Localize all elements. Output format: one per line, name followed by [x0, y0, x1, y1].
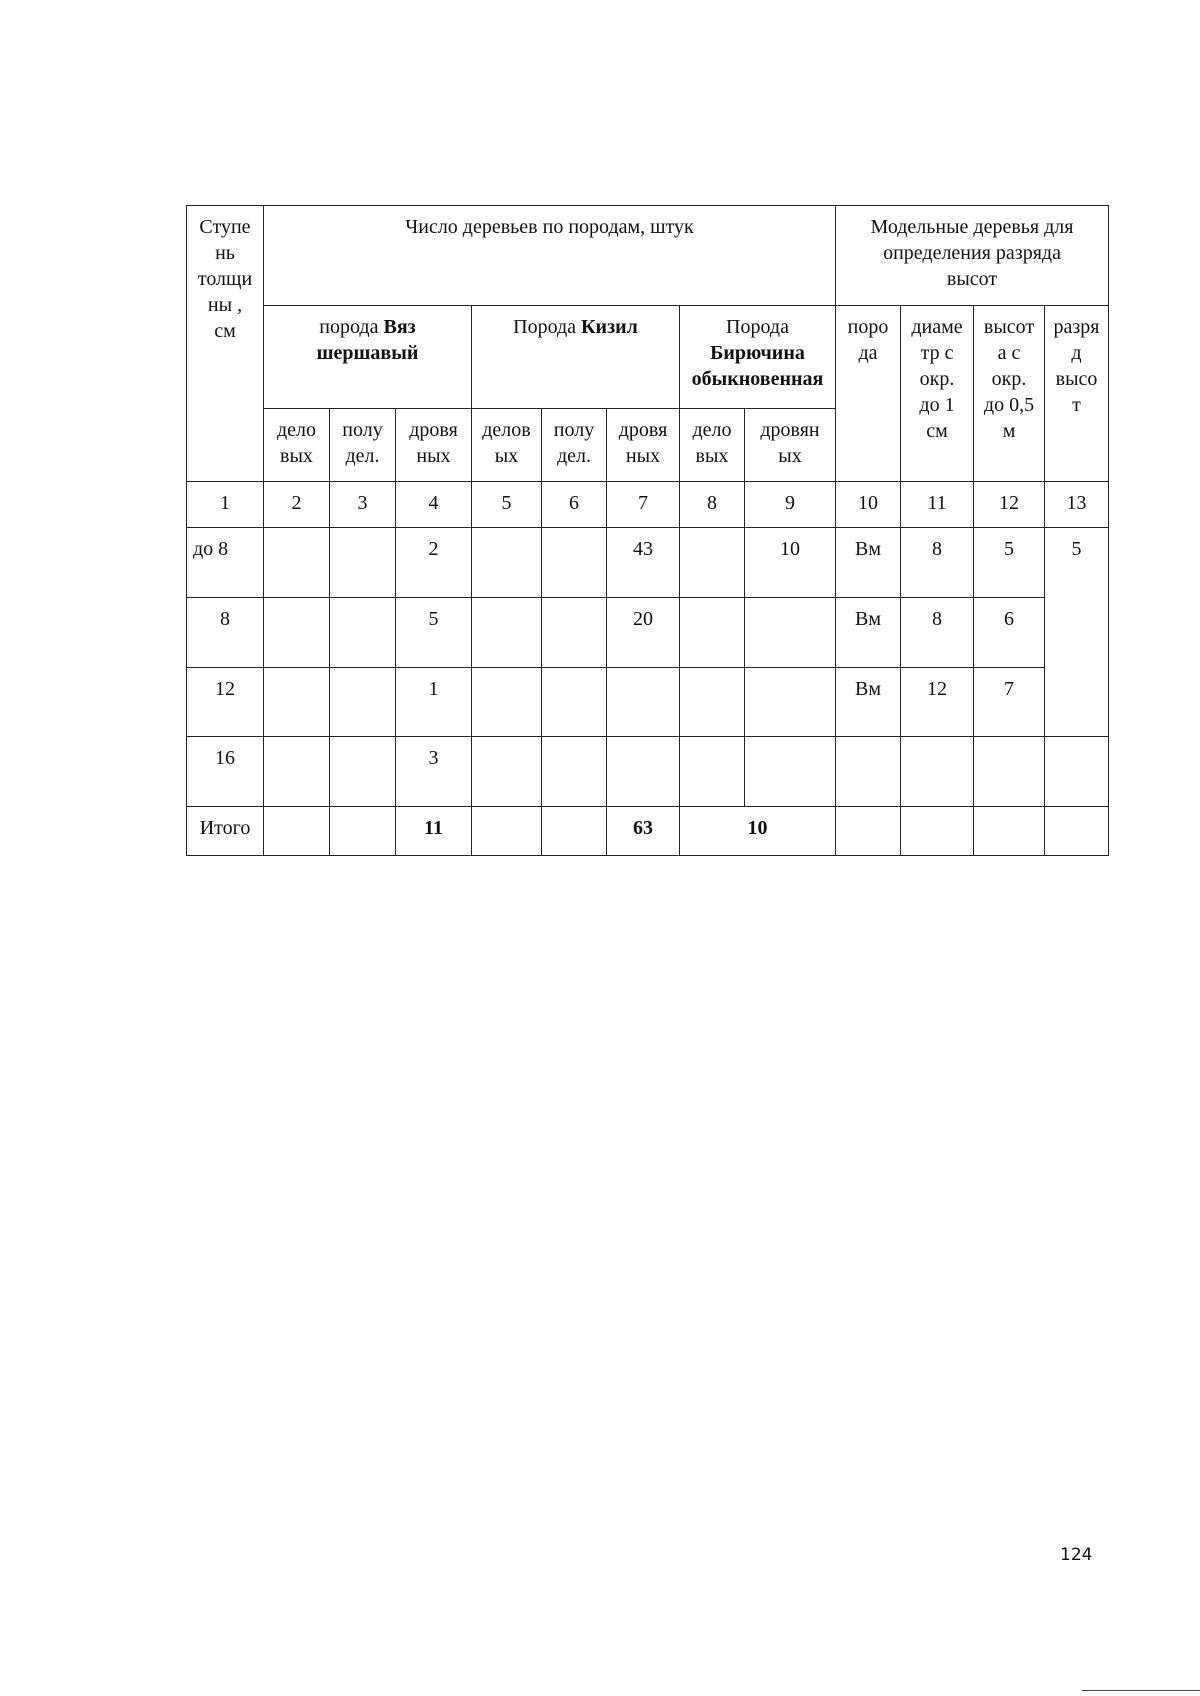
table-cell	[901, 807, 974, 856]
header-trees-count: Число деревьев по породам, штук	[405, 216, 694, 238]
table-cell	[330, 528, 396, 598]
table-cell: Вм	[836, 528, 901, 598]
table-cell: 8	[901, 528, 974, 598]
corner-divider	[1082, 1690, 1200, 1691]
table-cell	[1045, 807, 1109, 856]
header-model-height-cell	[974, 306, 1045, 482]
table-cell	[472, 528, 542, 598]
table-cell	[542, 598, 607, 668]
table-cell: Вм	[836, 668, 901, 737]
stage-cell: до 8	[187, 528, 264, 598]
header-species2-name: Кизил	[581, 316, 638, 338]
table-cell	[472, 598, 542, 668]
header-sub1-business: дело вых	[276, 419, 317, 467]
total-value: 10	[747, 817, 768, 839]
table-cell	[680, 737, 745, 807]
page-number: 124	[1060, 1545, 1093, 1565]
table-cell	[472, 807, 542, 856]
header-model-species-cell	[836, 306, 901, 482]
header-sub-cell	[542, 409, 607, 482]
total-value: 11	[424, 817, 443, 839]
header-sub2-fire: дровя ных	[618, 419, 668, 467]
table-cell	[836, 737, 901, 807]
header-sub-cell	[745, 409, 836, 482]
table-cell: 20	[607, 598, 680, 668]
table-cell	[472, 737, 542, 807]
column-number: 6	[542, 482, 607, 528]
header-row-species	[187, 306, 1109, 409]
header-sub-cell	[264, 409, 330, 482]
table-cell	[542, 737, 607, 807]
column-number: 8	[680, 482, 745, 528]
table-row	[187, 598, 1109, 668]
column-number: 10	[836, 482, 901, 528]
header-sub-cell	[607, 409, 680, 482]
table-row	[187, 737, 1109, 807]
table-row	[187, 668, 1109, 737]
column-number: 4	[396, 482, 472, 528]
table-cell: 8	[901, 598, 974, 668]
total-label-cell: Итого	[187, 807, 264, 856]
header-model-diameter: диаме тр с окр. до 1 см	[911, 316, 963, 442]
column-number: 7	[607, 482, 680, 528]
table-cell	[745, 737, 836, 807]
table-cell: 3	[396, 737, 472, 807]
stage-cell: 8	[187, 598, 264, 668]
header-model-species: поро да	[847, 316, 889, 364]
stage-cell: 12	[187, 668, 264, 737]
column-number: 12	[974, 482, 1045, 528]
header-model-trees: Модельные деревья для определения разряда высот	[870, 216, 1074, 290]
table-cell: 6	[974, 598, 1045, 668]
header-sub3-fire: дровян ых	[760, 419, 820, 467]
table-cell	[264, 528, 330, 598]
table-cell: 5	[974, 528, 1045, 598]
table-row	[187, 528, 1109, 598]
stage-cell: 16	[187, 737, 264, 807]
header-species3-name: Бирючина обыкновенная	[691, 342, 824, 390]
header-species1-name: Вяз шершавый	[316, 316, 419, 364]
table-cell	[1045, 737, 1109, 807]
table-cell: Вм	[836, 598, 901, 668]
header-sub1-half: полу дел.	[342, 419, 383, 467]
header-sub-cell	[330, 409, 396, 482]
header-row-top	[187, 206, 1109, 306]
header-species2	[472, 306, 679, 340]
table-cell: 1	[396, 668, 472, 737]
table-cell	[264, 598, 330, 668]
table-cell	[745, 598, 836, 668]
header-species3	[680, 306, 835, 392]
table-cell	[680, 807, 836, 856]
table-cell	[330, 668, 396, 737]
table-cell	[330, 737, 396, 807]
table-cell	[330, 807, 396, 856]
table-cell	[607, 737, 680, 807]
table-cell	[472, 668, 542, 737]
table-cell	[680, 598, 745, 668]
header-sub-cell	[472, 409, 542, 482]
column-number: 9	[745, 482, 836, 528]
header-species3-prefix: Порода	[726, 316, 789, 338]
header-sub2-business: делов ых	[482, 419, 531, 467]
header-sub-cell	[396, 409, 472, 482]
table-cell	[607, 807, 680, 856]
table-cell: 10	[745, 528, 836, 598]
table-cell	[836, 807, 901, 856]
header-species3-cell	[680, 306, 836, 409]
table-cell	[974, 737, 1045, 807]
table-cell	[264, 737, 330, 807]
table-cell	[745, 668, 836, 737]
header-model-height: высот а с окр. до 0,5 м	[983, 316, 1035, 442]
total-row	[187, 807, 1109, 856]
column-number: 13	[1045, 482, 1109, 528]
table-cell	[542, 528, 607, 598]
column-numbers-row	[187, 482, 1109, 528]
table-cell	[901, 737, 974, 807]
header-species1-cell	[264, 306, 472, 409]
table-cell	[264, 807, 330, 856]
header-sub3-business: дело вых	[692, 419, 732, 467]
header-model-rank: разря д высо т	[1053, 316, 1100, 416]
column-number: 2	[264, 482, 330, 528]
table-cell	[542, 668, 607, 737]
header-stage: Ступе нь толщи ны , см	[197, 216, 253, 342]
header-trees-count-cell	[264, 206, 836, 306]
inventory-table	[186, 205, 1109, 856]
column-number: 3	[330, 482, 396, 528]
header-sub1-fire: дровя ных	[409, 419, 458, 467]
table-cell	[542, 807, 607, 856]
header-model-rank-cell	[1045, 306, 1109, 482]
table-cell	[680, 528, 745, 598]
header-sub-cell	[680, 409, 745, 482]
header-sub2-half: полу дел.	[553, 419, 595, 467]
header-model-trees-cell	[836, 206, 1109, 306]
header-species1-prefix: порода	[319, 316, 384, 338]
table-cell	[264, 668, 330, 737]
table-cell: 5	[396, 598, 472, 668]
table-cell	[607, 668, 680, 737]
height-rank-cell: 5	[1045, 528, 1109, 737]
table-cell	[330, 598, 396, 668]
table-cell: 2	[396, 528, 472, 598]
header-species2-prefix: Порода	[513, 316, 582, 338]
header-model-diameter-cell	[901, 306, 974, 482]
header-species2-cell	[472, 306, 680, 409]
total-value: 63	[633, 817, 653, 839]
column-number: 5	[472, 482, 542, 528]
table-cell: 7	[974, 668, 1045, 737]
table-cell	[974, 807, 1045, 856]
table-cell: 43	[607, 528, 680, 598]
table-cell: 12	[901, 668, 974, 737]
table-cell	[680, 668, 745, 737]
header-stage-cell	[187, 206, 264, 482]
column-number: 11	[901, 482, 974, 528]
table-cell	[396, 807, 472, 856]
column-number: 1	[187, 482, 264, 528]
header-species1	[264, 306, 471, 366]
